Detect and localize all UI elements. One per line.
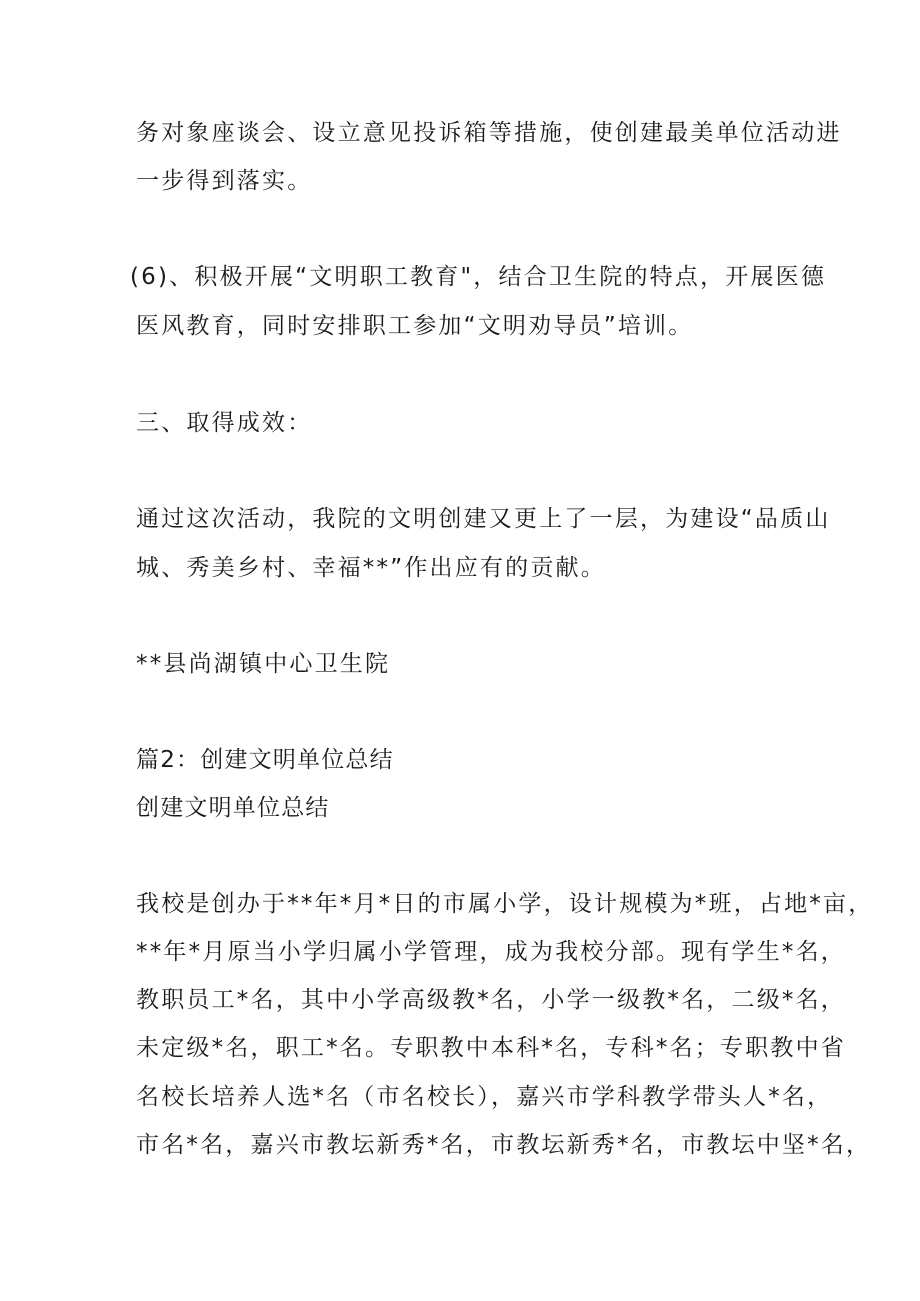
paragraph-line: 市名*名，嘉兴市教坛新秀*名，市教坛新秀*名，市教坛中坚*名， [136, 1132, 872, 1158]
section-heading: 三、取得成效： [136, 410, 313, 436]
paragraph-line: 未定级*名，职工*名。专职教中本科*名，专科*名；专职教中省 [136, 1035, 846, 1061]
part-heading: 篇2：创建文明单位总结 [136, 747, 394, 773]
list-item-6: (6)、积极开展“文明职工教育"，结合卫生院的特点，开展医德 [130, 264, 827, 290]
document-title: 创建文明单位总结 [136, 795, 330, 821]
paragraph-line: **年*月原当小学归属小学管理，成为我校分部。现有学生*名， [136, 939, 846, 965]
paragraph-line: 名校长培养人选*名（市名校长），嘉兴市学科教学带头人*名， [136, 1084, 833, 1110]
signature: **县尚湖镇中心卫生院 [136, 651, 391, 677]
paragraph-line: 我校是创办于**年*月*日的市属小学，设计规模为*班，占地*亩， [136, 891, 874, 917]
paragraph-line: 一步得到落实。 [136, 168, 313, 194]
paragraph-line: 教职员工*名，其中小学高级教*名，小学一级教*名，二级*名， [136, 987, 846, 1013]
list-item-6-continued: 医风教育，同时安排职工参加“文明劝导员”培训。 [136, 313, 694, 339]
paragraph-line: 务对象座谈会、设立意见投诉箱等措施，使创建最美单位活动进 [136, 120, 842, 146]
paragraph-line: 城、秀美乡村、幸福**”作出应有的贡献。 [136, 555, 606, 581]
paragraph-line: 通过这次活动，我院的文明创建又更上了一层，为建设“品质山 [136, 506, 831, 532]
